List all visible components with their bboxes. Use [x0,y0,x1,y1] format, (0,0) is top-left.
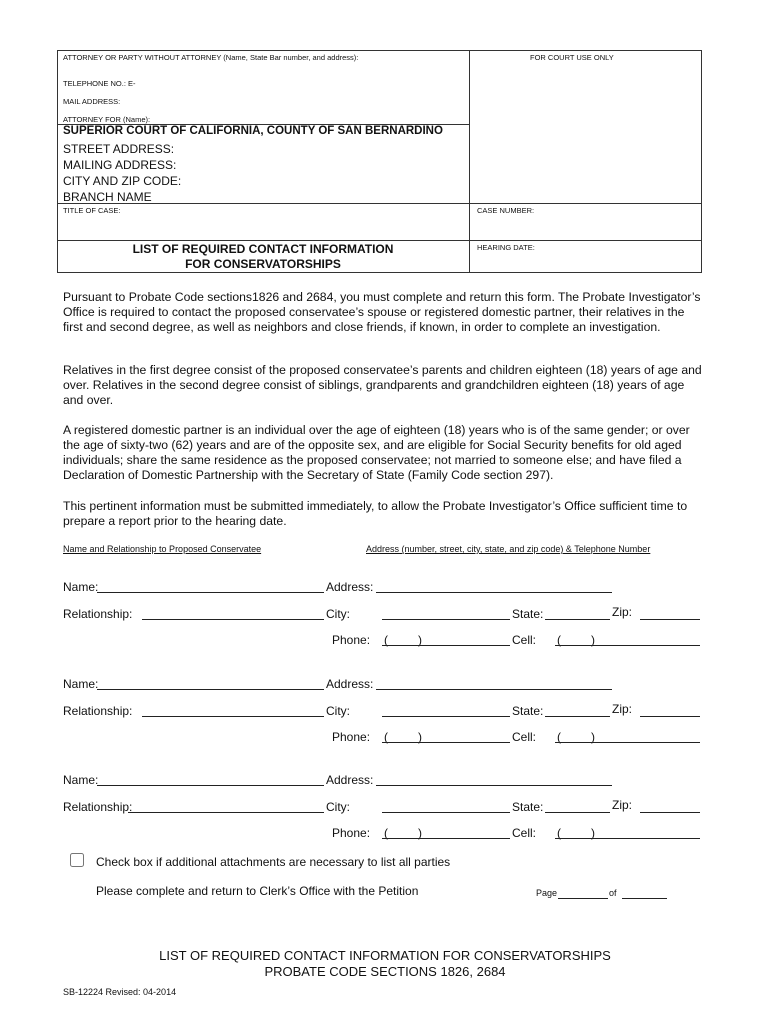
relationship-line [128,812,324,813]
form-title-line-2: FOR CONSERVATORSHIPS [185,257,341,271]
page-number-input[interactable] [558,885,608,897]
phone-paren-close: ) [418,730,422,744]
contact-3-phone-input[interactable] [382,824,510,838]
title-of-case-label: TITLE OF CASE: [63,206,121,215]
relationship-label: Relationship: [63,704,133,718]
state-line [545,812,610,813]
state-line [545,716,610,717]
zip-line [640,716,700,717]
form-title-divider [57,240,701,241]
phone-line [382,838,510,839]
page-total-line [622,898,667,899]
attachments-checkbox[interactable] [70,853,84,867]
name-line [97,592,324,593]
cell-line [555,645,700,646]
phone-paren-close: ) [418,826,422,840]
name-label: Name: [63,773,99,787]
name-label: Name: [63,580,99,594]
court-name: SUPERIOR COURT OF CALIFORNIA, COUNTY OF SAN BERNARDINO [63,125,443,137]
phone-line [382,742,510,743]
phone-paren-close: ) [418,633,422,647]
contact-1-cell-input[interactable] [555,631,700,645]
attorney-for-label: ATTORNEY FOR (Name): [63,115,151,124]
cell-paren-open: ( [557,826,561,840]
cell-paren-open: ( [557,633,561,647]
contact-1-state-input[interactable] [545,605,610,619]
paragraph-domestic-partner: A registered domestic partner is an individual over the age of eighteen (18) years who is of the same gender; or over the age of sixty-two (62) years and are of the opposite sex, and are eligible for Social Security benefits for old aged individuals; share the same residence as the proposed conservatee; not married to someone else; and have filed a Declaration of Domestic Partnership with the Secretary of State (Family Code section 297). [63,423,690,482]
phone-label: Phone: [332,633,371,647]
footer-title-1: LIST OF REQUIRED CONTACT INFORMATION FOR CONSERVATORSHIPS [159,948,611,963]
city-label: City: [326,800,350,814]
cell-paren-open: ( [557,730,561,744]
contact-3-relationship-input[interactable] [128,798,324,812]
case-number-input[interactable] [477,218,692,232]
page-number-line [558,898,608,899]
relationship-label: Relationship: [63,607,133,621]
relationship-line [142,716,324,717]
address-label: Address: [326,580,374,594]
city-line [382,716,510,717]
city-label: City: [326,704,350,718]
attorney-for-input[interactable] [150,111,460,122]
city-line [382,812,510,813]
name-label: Name: [63,677,99,691]
column-header-name: Name and Relationship to Proposed Conservatee [63,544,262,554]
telephone-input[interactable] [140,76,460,90]
title-case-divider [57,203,701,204]
contact-3-cell-input[interactable] [555,824,700,838]
phone-label: Phone: [332,826,371,840]
phone-line [382,645,510,646]
city-zip: CITY AND ZIP CODE: [63,174,182,188]
cell-paren-close: ) [591,730,595,744]
contact-1-name-input[interactable] [97,578,324,592]
contact-1-zip-input[interactable] [640,605,700,619]
telephone-label: TELEPHONE NO.: E- [63,79,136,88]
hearing-date-label: HEARING DATE: [477,243,535,252]
state-label: State: [512,607,544,621]
branch-name: BRANCH NAME [63,190,152,204]
contact-2-address-input[interactable] [376,675,612,689]
contact-3-zip-input[interactable] [640,798,700,812]
contact-2-state-input[interactable] [545,702,610,716]
cell-paren-close: ) [591,633,595,647]
return-note: Please complete and return to Clerk’s Office with the Petition [96,884,419,898]
street-address: STREET ADDRESS: [63,142,175,156]
paragraph-purpose: Pursuant to Probate Code sections1826 and 2684, you must complete and return this form. The Probate Investigator’s Office is required to contact the proposed conservatee’s spouse or registered domestic partner, their relatives in the first and second degree, as well as neighbors and close friends, if known, in order to complete an investigation. [63,290,701,334]
address-line [376,785,612,786]
phone-paren-open: ( [384,730,388,744]
mail-address-input[interactable] [130,94,460,108]
zip-label: Zip: [612,702,633,716]
column-header-address: Address (number, street, city, state, and zip code) & Telephone Number [366,544,651,554]
relationship-line [142,619,324,620]
zip-line [640,619,700,620]
mail-address-label: MAIL ADDRESS: [63,97,121,106]
form-title-line-1: LIST OF REQUIRED CONTACT INFORMATION [132,242,394,256]
phone-paren-open: ( [384,633,388,647]
cell-line [555,742,700,743]
footer-title-2: PROBATE CODE SECTIONS 1826, 2684 [264,964,506,979]
address-line [376,689,612,690]
address-label: Address: [326,773,374,787]
cell-paren-close: ) [591,826,595,840]
paragraph-submission: This pertinent information must be submitted immediately, to allow the Probate Investigator’s Office sufficient time to prepare a report prior to the hearing date. [63,499,688,528]
paragraph-relatives: Relatives in the first degree consist of the proposed conservatee’s parents and children eighteen (18) years of age and over. Relatives in the second degree consist of siblings, grandparents and grandchildren eighteen (18) years of age and over. [63,363,702,407]
phone-label: Phone: [332,730,371,744]
address-line [376,592,612,593]
name-line [97,785,324,786]
cell-label: Cell: [512,730,537,744]
contact-1-city-input[interactable] [382,605,510,619]
page-total-input[interactable] [622,885,667,897]
cell-label: Cell: [512,826,537,840]
city-line [382,619,510,620]
page-label: Page [536,888,558,898]
cell-label: Cell: [512,633,537,647]
relationship-label: Relationship: [63,800,133,814]
form-id: SB-12224 Revised: 04-2014 [63,987,177,997]
phone-paren-open: ( [384,826,388,840]
contact-1-phone-input[interactable] [382,631,510,645]
mailing-address: MAILING ADDRESS: [63,158,177,172]
court-use-label: FOR COURT USE ONLY [530,53,614,62]
caption-divider-vertical [469,50,470,272]
case-number-label: CASE NUMBER: [477,206,535,215]
cell-line [555,838,700,839]
contact-3-city-input[interactable] [382,798,510,812]
contact-3-address-input[interactable] [376,771,612,785]
state-label: State: [512,704,544,718]
title-of-case-input[interactable] [63,218,463,232]
hearing-date-input[interactable] [477,254,692,268]
of-label: of [609,888,617,898]
state-label: State: [512,800,544,814]
contact-2-relationship-input[interactable] [142,702,324,716]
city-label: City: [326,607,350,621]
state-line [545,619,610,620]
zip-line [640,812,700,813]
zip-label: Zip: [612,605,633,619]
contact-1-address-input[interactable] [376,578,612,592]
attachments-checkbox-label: Check box if additional attachments are necessary to list all parties [96,855,451,869]
contact-2-zip-input[interactable] [640,702,700,716]
zip-label: Zip: [612,798,633,812]
contact-3-state-input[interactable] [545,798,610,812]
contact-3-name-input[interactable] [97,771,324,785]
name-line [97,689,324,690]
contact-2-name-input[interactable] [97,675,324,689]
address-label: Address: [326,677,374,691]
contact-2-phone-input[interactable] [382,728,510,742]
contact-2-city-input[interactable] [382,702,510,716]
contact-1-relationship-input[interactable] [142,605,324,619]
attorney-label: ATTORNEY OR PARTY WITHOUT ATTORNEY (Name, State Bar number, and address): [63,53,359,62]
contact-2-cell-input[interactable] [555,728,700,742]
